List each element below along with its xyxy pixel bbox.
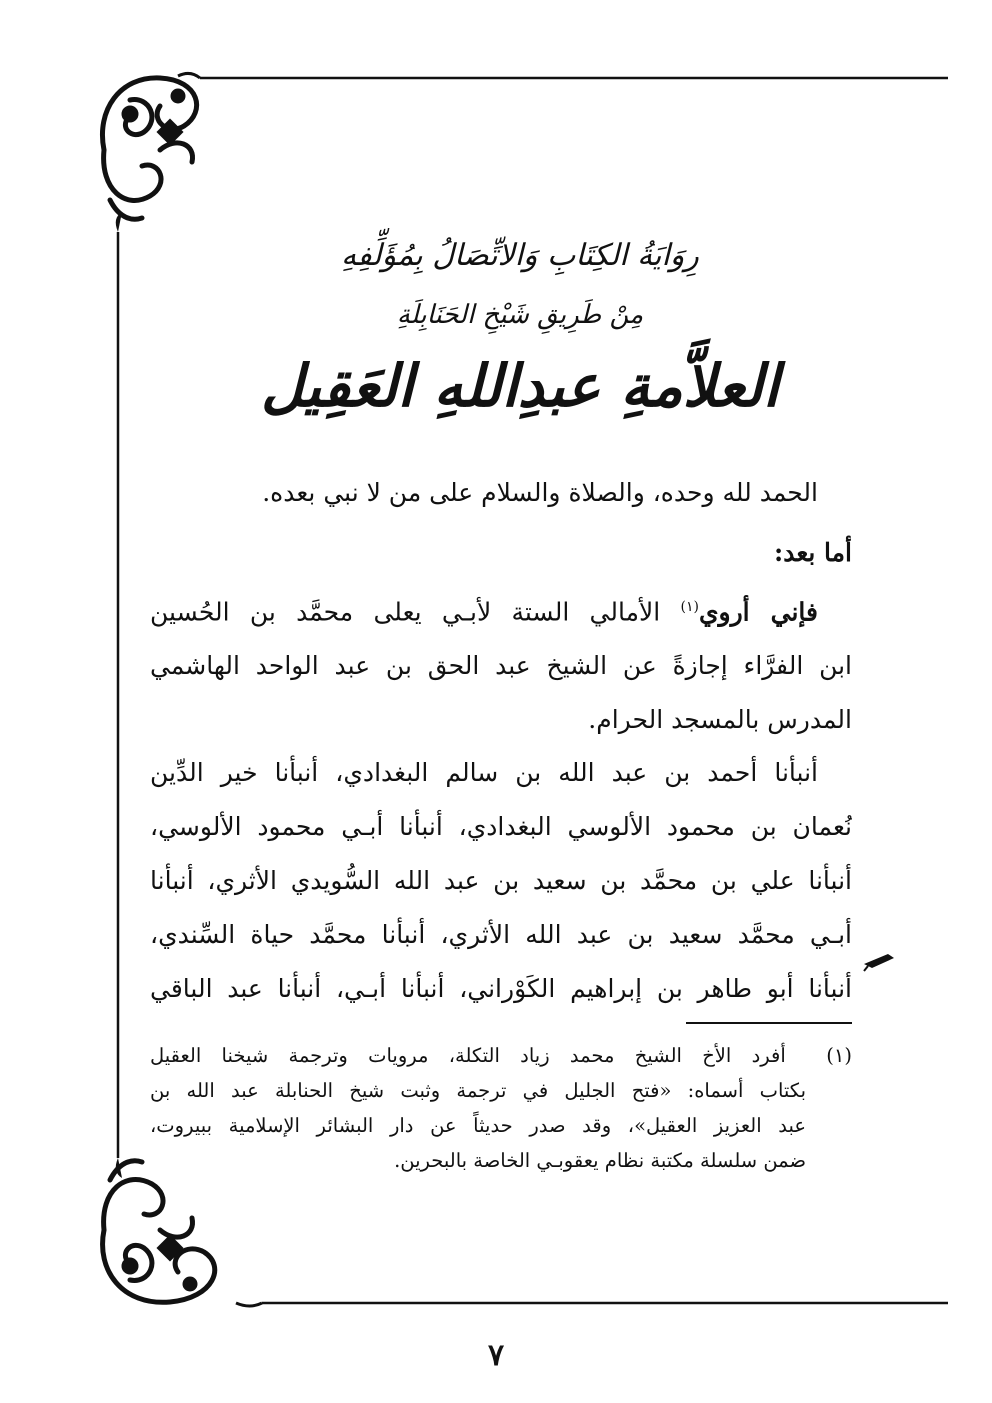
corner-ornament-icon: [102, 78, 196, 219]
text-line: ابن الفرَّاء إجازةً عن الشيخ عبد الحق بن عبد الواحد الهاشمي: [150, 651, 852, 681]
text-line-amma-baad: أما بعد:: [773, 538, 852, 567]
text-line: المدرس بالمسجد الحرام.: [588, 705, 852, 735]
paragraph-1: [150, 580, 852, 747]
text-line: [150, 580, 852, 639]
text-line: أنبأنا أحمد بن عبد الله بن سالم البغدادي، أنبأنا خير الدِّين: [150, 758, 818, 787]
footnote-text: أفرد الأخ الشيخ محمد زياد التكلة، مرويات وترجمة شيخنا العقيل: [150, 1044, 786, 1067]
footnote-marker: (١): [826, 1044, 852, 1067]
page-number: ٧: [487, 1338, 505, 1373]
text-line: الحمد لله وحده، والصلاة والسلام على من لا نبي بعده.: [262, 478, 818, 507]
footnote-separator: [686, 1022, 852, 1024]
footnote-line: ضمن سلسلة مكتبة نظام يعقوبـي الخاصة بالبحرين.: [394, 1149, 806, 1172]
title-line-1: رِوَايَةُ الكِتَابِ وَالاتِّصَالُ بِمُؤَلِّفِهِ: [341, 238, 699, 273]
footnote-line: بكتاب أسماه: «فتح الجليل في ترجمة وثبت شيخ الحنابلة عبد الله بن: [150, 1079, 806, 1102]
text-line: أنبأنا علي بن محمَّد بن سعيد بن عبد الله السُّويدي الأثري، أنبأنا: [150, 866, 852, 895]
corner-ornament-icon: [103, 1161, 215, 1303]
footnote-ref[interactable]: (١): [680, 599, 699, 615]
paragraph-2: [150, 746, 852, 1016]
footnote-gap: [786, 1044, 827, 1067]
text-run: الأمالي الستة لأبـي يعلى محمَّد بن الحُسين: [150, 597, 681, 627]
text-line: نُعمان بن محمود الألوسي البغدادي، أنبأنا أبـي محمود الألوسي،: [150, 812, 852, 841]
footnote-line: [150, 1038, 852, 1073]
footnote: [150, 1038, 852, 1178]
text-run: فإني أروي: [698, 597, 818, 627]
text-line: أنبأنا أبو طاهر بن إبراهيم الكَوْراني، أنبأنا أبـي، أنبأنا عبد الباقي: [150, 974, 852, 1003]
title-line-2: مِنْ طَرِيقِ شَيْخِ الحَنَابِلَةِ: [396, 300, 644, 330]
main-text: [150, 526, 852, 580]
title-line-3: العلاَّمةِ عبدِاللهِ العَقِيل: [260, 352, 780, 420]
main-text: [150, 466, 852, 520]
text-line: أبـي محمَّد سعيد بن عبد الله الأثري، أنبأنا محمَّد حياة السِّندي،: [150, 920, 852, 949]
footnote-line: عبد العزيز العقيل»، وقد صدر حديثاً عن دار البشائر الإسلامية ببيروت،: [150, 1114, 806, 1137]
pen-nib-icon: [862, 950, 896, 972]
